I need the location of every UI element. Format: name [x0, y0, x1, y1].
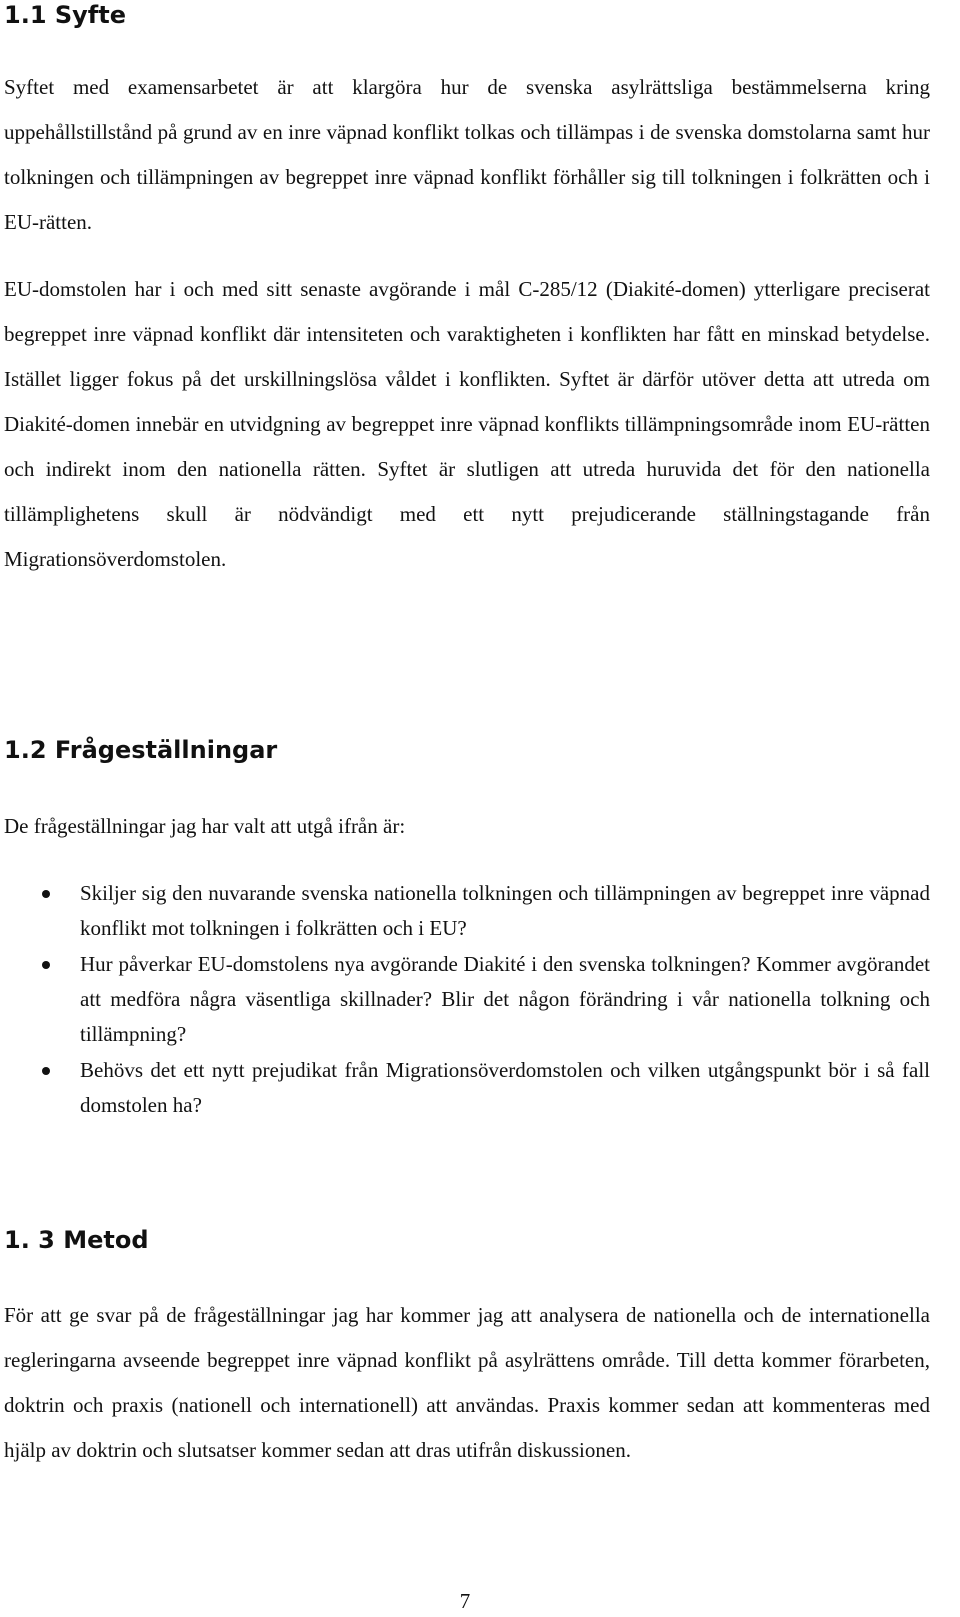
syfte-paragraph-1: Syftet med examensarbetet är att klargöra hur de svenska asylrättsliga bestämmelserna kring uppehållstillstånd på grund av en inre väpnad konflikt tolkas och tillämpas i de svenska domstolarna samt hur tolkningen och tillämpningen av begreppet inre väpnad konflikt förhåller sig till tolkningen i folkrätten och i EU-rätten. — [4, 75, 930, 234]
question-item — [0, 876, 930, 946]
syfte-paragraph-2: EU-domstolen har i och med sitt senaste avgörande i mål C-285/12 (Diakité-domen) ytterligare preciserat begreppet inre väpnad konflikt där intensiteten och varaktigheten i konflikten har fått en minskad betydelse. Istället ligger fokus på det urskillningslösa våldet i konflikten. Syftet är därför utöver detta att utreda om Diakité-domen innebär en utvidgning av begreppet inre väpnad konflikts tillämpningsområde inom EU-rätten och indirekt inom den nationella rätten. Syftet är slutligen att utreda huruvida det för den nationella tillämplighetens skull är nödvändigt med ett nytt prejudicerande ställningstagande från Migrationsöverdomstolen. — [4, 277, 930, 571]
fragestallningar-intro: De frågeställningar jag har valt att utgå ifrån är: — [4, 814, 406, 838]
question-list — [0, 876, 930, 1124]
question-item — [0, 1053, 930, 1123]
metod-paragraph: För att ge svar på de frågeställningar jag har kommer jag att analysera de nationella och de internationella regleringarna avseende begreppet inre väpnad konflikt på asylrättens område. Till detta kommer förarbeten, doktrin och praxis (nationell och internationell) att användas. Praxis kommer sedan att kommenteras med hjälp av doktrin och slutsatser kommer sedan att dras utifrån diskussionen. — [4, 1303, 930, 1462]
section-heading-metod: 1. 3 Metod — [4, 1226, 149, 1254]
bullet-icon — [42, 1067, 50, 1075]
question-text: Skiljer sig den nuvarande svenska nationella tolkningen och tillämpningen av begreppet inre väpnad konflikt mot tolkningen i folkrätten och i EU? — [80, 881, 930, 940]
section-heading-syfte: 1.1 Syfte — [4, 1, 126, 29]
question-item — [0, 947, 930, 1052]
section-heading-fragestallningar: 1.2 Frågeställningar — [4, 736, 278, 764]
bullet-icon — [42, 890, 50, 898]
question-text: Behövs det ett nytt prejudikat från Migrationsöverdomstolen och vilken utgångspunkt bör i så fall domstolen ha? — [80, 1058, 930, 1117]
page-number: 7 — [459, 1589, 471, 1613]
question-text: Hur påverkar EU-domstolens nya avgörande Diakité i den svenska tolkningen? Kommer avgörandet att medföra några väsentliga skillnader? Blir det någon förändring i vår nationella tolkning och tillämpning? — [80, 952, 930, 1046]
bullet-icon — [42, 961, 50, 969]
